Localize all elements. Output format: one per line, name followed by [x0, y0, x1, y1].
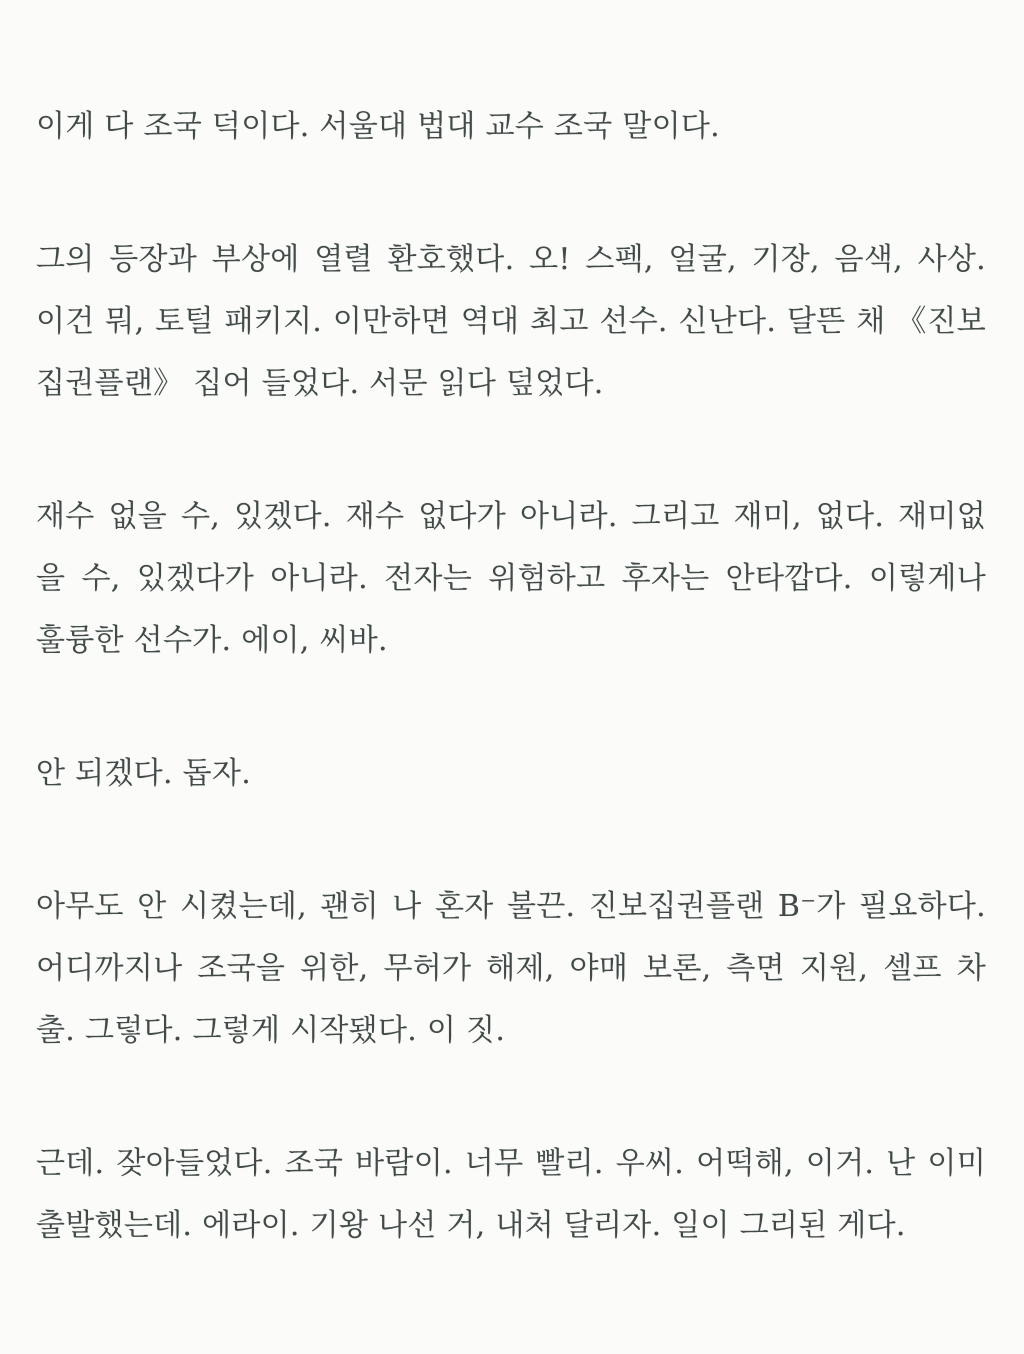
text-line: 안 되겠다. 돕자.	[36, 756, 252, 791]
paragraph	[36, 876, 986, 1062]
text-line: 그의 등장과 부상에 열렬 환호했다. 오! 스펙, 얼굴, 기장, 음색, 사상.	[36, 242, 986, 277]
paragraph	[36, 743, 986, 805]
text-line: 어디까지나 조국을 위한, 무허가 해제, 야매 보론, 측면 지원, 셀프 차	[36, 951, 986, 986]
text-line: 근데. 잦아들었다. 조국 바람이. 너무 빨리. 우씨. 어떡해, 이거. 난 이미	[36, 1146, 986, 1181]
paragraph	[36, 96, 986, 158]
text-body	[36, 96, 986, 1257]
text-line: 이게 다 조국 덕이다. 서울대 법대 교수 조국 말이다.	[36, 109, 720, 144]
paragraph	[36, 486, 986, 672]
text-line: 재수 없을 수, 있겠다. 재수 없다가 아니라. 그리고 재미, 없다. 재미없	[36, 499, 986, 534]
text-line: 집권플랜》 집어 들었다. 서문 읽다 덮었다.	[36, 366, 604, 401]
text-line: 아무도 안 시켰는데, 괜히 나 혼자 불끈. 진보집권플랜 B⁻가 필요하다.	[36, 889, 986, 924]
text-line: 출발했는데. 에라이. 기왕 나선 거, 내처 달리자. 일이 그리된 게다.	[36, 1208, 906, 1243]
paragraph	[36, 229, 986, 415]
paragraph	[36, 1133, 986, 1257]
text-line: 출. 그렇다. 그렇게 시작됐다. 이 짓.	[36, 1013, 506, 1048]
text-line: 이건 뭐, 토털 패키지. 이만하면 역대 최고 선수. 신난다. 달뜬 채 《진보	[36, 304, 986, 339]
text-line: 을 수, 있겠다가 아니라. 전자는 위험하고 후자는 안타깝다. 이렇게나	[36, 561, 986, 596]
text-line: 훌륭한 선수가. 에이, 씨바.	[36, 623, 388, 658]
